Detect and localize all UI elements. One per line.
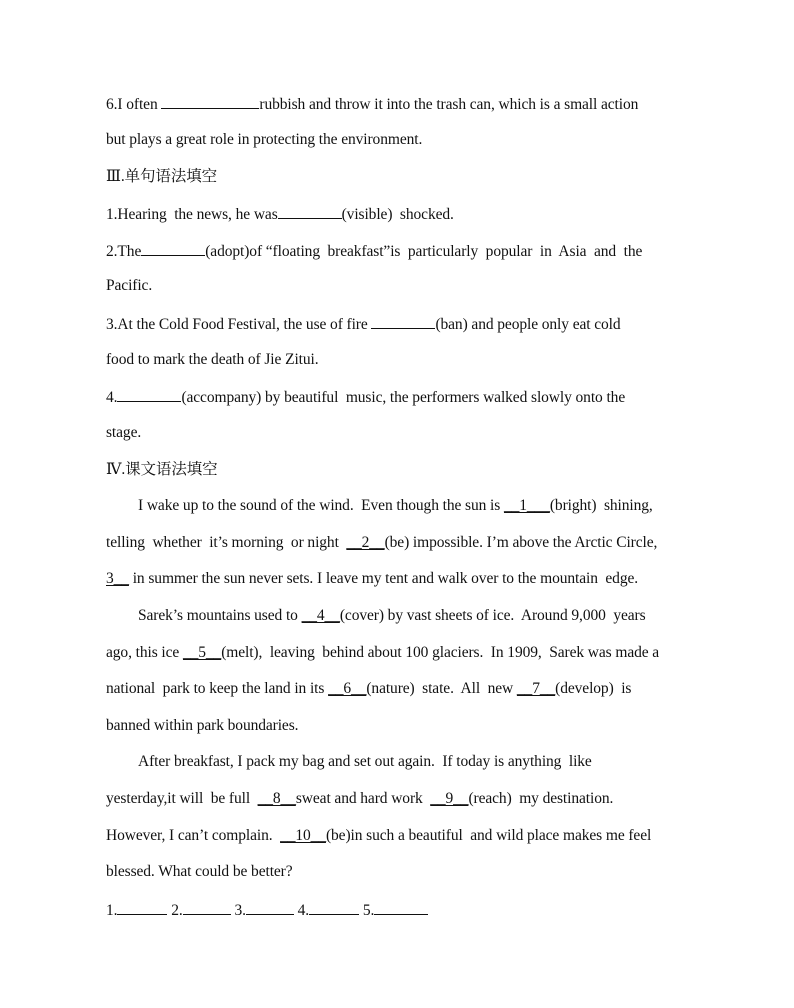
answer-blank-s3-q3[interactable] xyxy=(371,313,435,329)
p2-line-3 xyxy=(106,679,631,699)
s3-question-2-cont: Pacific. xyxy=(106,277,153,294)
blank-8[interactable]: __8__ xyxy=(257,790,296,807)
s3-question-2 xyxy=(106,240,642,262)
s3-q2-text: 2.The xyxy=(106,243,142,260)
s3-q4-text-cont: (accompany) by beautiful music, the performers walked slowly onto the xyxy=(181,389,626,406)
question-6-text: 6.I often xyxy=(106,96,162,113)
answer-label-2: 2. xyxy=(171,902,183,919)
p3-text-end: (reach) my destination. xyxy=(468,790,614,807)
p2-line-4: banned within park boundaries. xyxy=(106,717,299,734)
p3-line-2 xyxy=(106,789,613,809)
blank-9[interactable]: __9__ xyxy=(430,790,469,807)
answer-blank-5[interactable] xyxy=(374,899,428,915)
p2-text-cont: (nature) state. All new xyxy=(366,680,517,697)
s3-question-4-cont: stage. xyxy=(106,424,142,441)
p2-text: ago, this ice xyxy=(106,644,183,661)
blank-5[interactable]: __5__ xyxy=(182,644,222,661)
blank-6[interactable]: __6__ xyxy=(328,680,367,697)
blank-10[interactable]: __10__ xyxy=(280,827,326,844)
s3-q1-text: 1.Hearing the news, he was xyxy=(106,206,278,223)
p3-line-1: After breakfast, I pack my bag and set out again. If today is anything like xyxy=(138,753,592,770)
blank-4[interactable]: __4__ xyxy=(301,607,340,624)
s3-q2-text-cont: (adopt)of “floating breakfast”is particularly popular in Asia and the xyxy=(205,243,643,260)
s3-question-4 xyxy=(106,386,625,408)
s3-q3-text: 3.At the Cold Food Festival, the use of fire xyxy=(106,316,372,333)
p2-text: Sarek’s mountains used to xyxy=(138,607,302,624)
p2-text: national park to keep the land in its xyxy=(106,680,329,697)
p1-text-cont: (be) impossible. I’m above the Arctic Circle, xyxy=(384,534,658,551)
blank-7[interactable]: __7__ xyxy=(516,680,556,697)
answer-label-1: 1. xyxy=(106,902,118,919)
s3-q1-text-cont: (visible) shocked. xyxy=(341,206,454,223)
question-6-line-2: but plays a great role in protecting the environment. xyxy=(106,131,423,148)
blank-2[interactable]: __2__ xyxy=(346,534,385,551)
p3-text: However, I can’t complain. xyxy=(106,827,281,844)
p1-line-2 xyxy=(106,533,657,553)
s3-q3-text-cont: (ban) and people only eat cold xyxy=(435,316,621,333)
blank-3[interactable]: 3__ xyxy=(106,570,129,587)
p2-text-cont: (cover) by vast sheets of ice. Around 9,000 years xyxy=(339,607,646,624)
p3-line-3 xyxy=(106,826,651,846)
p2-text-cont: (melt), leaving behind about 100 glaciers. In 1909, Sarek was made a xyxy=(221,644,660,661)
s3-q4-text: 4. xyxy=(106,389,118,406)
answer-label-4: 4. xyxy=(297,902,310,919)
p1-text-cont: (bright) shining, xyxy=(549,497,653,514)
answer-blank-1[interactable] xyxy=(117,899,167,915)
section-3-title: Ⅲ.单句语法填空 xyxy=(106,168,218,185)
answer-blank-4[interactable] xyxy=(309,899,359,915)
answer-blank-s3-q4[interactable] xyxy=(117,386,181,402)
s3-question-3-cont: food to mark the death of Jie Zitui. xyxy=(106,351,319,368)
p1-line-1 xyxy=(138,496,653,516)
answer-label-5: 5. xyxy=(362,902,375,919)
question-6-line-1 xyxy=(106,93,638,115)
p3-text-cont: sweat and hard work xyxy=(295,790,431,807)
s3-question-3 xyxy=(106,313,621,335)
answer-blank-s3-q1[interactable] xyxy=(278,203,342,219)
section-4-title: Ⅳ.课文语法填空 xyxy=(106,461,218,478)
p1-line-3 xyxy=(106,569,638,589)
p2-text-end: (develop) is xyxy=(555,680,632,697)
p3-line-4: blessed. What could be better? xyxy=(106,863,293,880)
p2-line-1 xyxy=(138,606,646,626)
p1-text: telling whether it’s morning or night xyxy=(106,534,347,551)
answer-blank-s3-q2[interactable] xyxy=(141,240,205,256)
answer-blank-2[interactable] xyxy=(183,899,231,915)
p3-text: yesterday,it will be full xyxy=(106,790,258,807)
answer-blank-3[interactable] xyxy=(246,899,294,915)
answer-blank-q6[interactable] xyxy=(161,93,259,109)
p3-text-cont: (be)in such a beautiful and wild place makes me feel xyxy=(325,827,652,844)
question-6-text-cont: rubbish and throw it into the trash can, which is a small action xyxy=(259,96,639,113)
s3-question-1 xyxy=(106,203,454,225)
answer-label-3: 3. xyxy=(234,902,246,919)
p2-line-2 xyxy=(106,643,659,663)
p1-text-cont: in summer the sun never sets. I leave my tent and walk over to the mountain edge. xyxy=(128,570,639,587)
answer-line xyxy=(106,899,428,921)
p1-text: I wake up to the sound of the wind. Even though the sun is xyxy=(138,497,504,514)
blank-1[interactable]: __1___ xyxy=(503,497,550,514)
